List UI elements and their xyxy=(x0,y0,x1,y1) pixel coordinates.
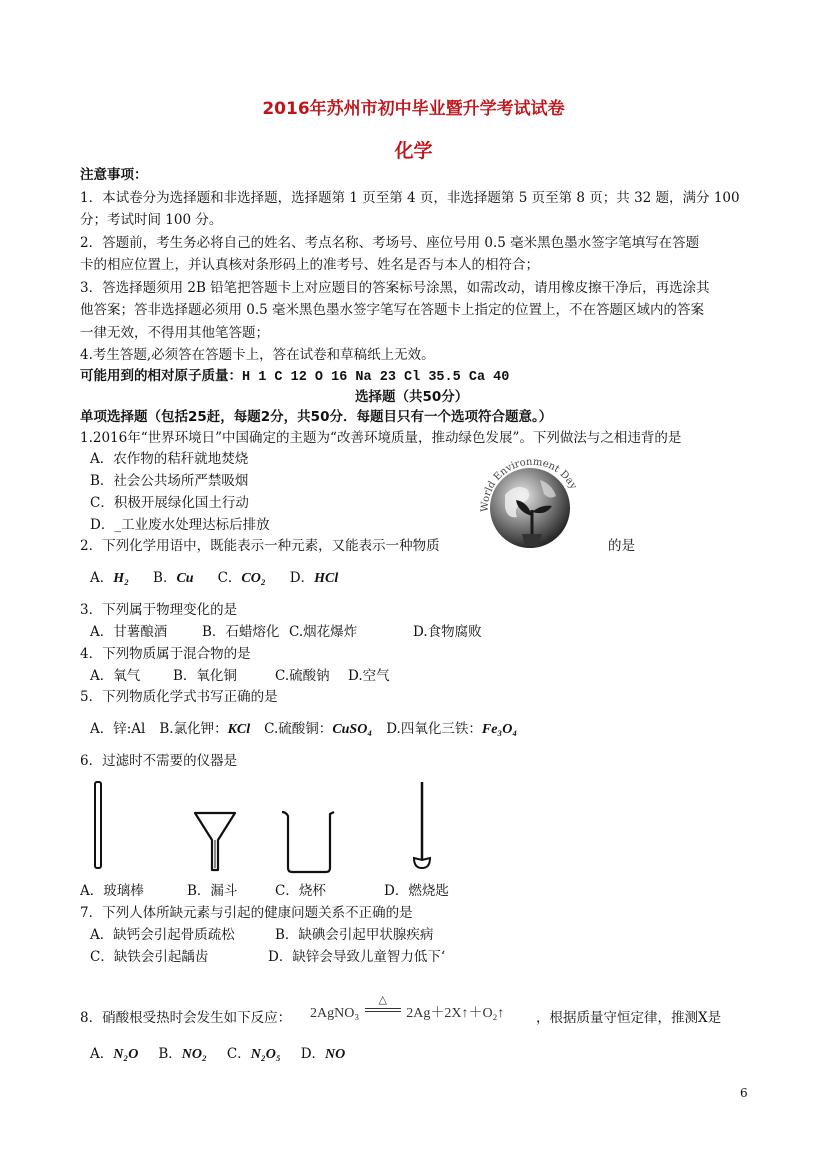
q8-equation xyxy=(310,994,505,1021)
q5-option-b-label: B.氯化钾： xyxy=(159,721,228,737)
q5-option-d-label: D.四氧化三铁： xyxy=(386,721,482,737)
q4-option-d: D.空气 xyxy=(348,668,390,684)
q8-stem-left: 8．硝酸根受热时会发生如下反应： xyxy=(80,1010,292,1026)
section-instruction: 单项选择题（包括25赶，每题2分，共50分．每题目只有一个选项符合题意。） xyxy=(80,409,553,425)
q7-option-b: B．缺碘会引起甲状腺疾病 xyxy=(275,927,434,943)
q8-option-d-label: D． xyxy=(300,1046,326,1062)
q1-option-b: B．社会公共场所严禁吸烟 xyxy=(90,473,249,489)
world-environment-day-logo-icon xyxy=(460,450,600,550)
q4-option-a: A．氧气 xyxy=(90,668,141,684)
q5-option-c-label: C.硫酸铜： xyxy=(264,721,333,737)
q4-option-c: C.硫酸钠 xyxy=(275,668,330,684)
notice-line: 1．本试卷分为选择题和非选择题，选择题第 1 页至第 4 页，非选择题第 5 页至第 8 页；共 32 题，满分 100 xyxy=(80,190,740,206)
notice-line: 卡的相应位置上，并认真核对条形码上的准考号、姓名是否与本人的相符合； xyxy=(80,257,539,273)
q8-option-c: N₂O₅ xyxy=(250,1047,281,1062)
q6-stem: 6．过滤时不需要的仪器是 xyxy=(80,753,238,769)
q2-option-b-label: B． xyxy=(153,570,177,586)
q2-option-b: Cu xyxy=(176,571,194,586)
q6-option-a: A．玻璃棒 xyxy=(80,883,144,899)
q8-option-b-label: B． xyxy=(158,1046,182,1062)
q3-option-c: C.烟花爆炸 xyxy=(289,624,358,640)
notice-line: 3．答选择题须用 2B 铅笔把答题卡上对应题目的答案标号涂黑，如需改动，请用橡皮擦干净后，再选涂其 xyxy=(80,280,710,296)
q7-option-c: C．缺铁会引起龋齿 xyxy=(90,949,209,965)
funnel-icon xyxy=(192,810,238,872)
q8-option-a-label: A． xyxy=(90,1046,114,1062)
notice-line: 分；考试时间 100 分。 xyxy=(80,212,223,228)
q2-option-a-label: A． xyxy=(90,570,114,586)
q2-option-c: CO₂ xyxy=(241,571,266,586)
notice-line: 4.考生答题,必须答在答题卡上，答在试卷和草稿纸上无效。 xyxy=(80,347,435,363)
q8-equation-left: 2AgNO₃ xyxy=(310,1006,360,1021)
q3-option-a: A．甘薯酿酒 xyxy=(90,624,168,640)
equals-sign-icon xyxy=(365,1008,401,1012)
q5-options xyxy=(90,718,517,741)
q8-option-a: N₂O xyxy=(113,1047,139,1062)
page-number: 6 xyxy=(740,1086,748,1100)
q5-option-c: CuSO₄ xyxy=(332,722,373,737)
q1-stem: 1.2016年“世界环境日”中国确定的主题为“改善环境质量，推动绿色发展”。下列做法与之相违背的是 xyxy=(80,430,682,446)
q5-stem: 5．下列物质化学式书写正确的是 xyxy=(80,689,278,705)
exam-title: 2016年苏州市初中毕业暨升学考试试卷 xyxy=(262,99,565,119)
q7-option-d: D．缺锌会导致儿童智力低下‘ xyxy=(268,949,446,965)
q8-stem-right: ，根据质量守恒定律，推测X是 xyxy=(536,1010,722,1026)
q2-option-a: H₂ xyxy=(113,571,130,586)
atomic-mass-label: 可能用到的相对原子质量： xyxy=(80,368,242,384)
q5-option-a: A．锌:Al xyxy=(90,721,146,737)
q2-stem-right: 的是 xyxy=(608,538,635,554)
q6-option-c: C．烧杯 xyxy=(275,883,326,899)
q3-option-b: B．石蜡熔化 xyxy=(202,624,280,640)
notice-line: 一律无效，不得用其他笔答题； xyxy=(80,325,269,341)
glass-rod-icon xyxy=(90,780,106,870)
q5-option-b: KCl xyxy=(227,722,251,737)
q4-stem: 4．下列物质属于混合物的是 xyxy=(80,646,251,662)
section-title: 选择题（共50分） xyxy=(355,389,469,405)
q8-option-b: NO₂ xyxy=(181,1047,207,1062)
q2-option-c-label: C． xyxy=(217,570,242,586)
subject-title: 化学 xyxy=(394,140,433,162)
q8-options xyxy=(90,1043,345,1066)
q5-option-d: Fe₃O₄ xyxy=(481,722,518,737)
q3-stem: 3．下列属于物理变化的是 xyxy=(80,602,238,618)
logo-text: World Environment Day xyxy=(479,456,579,513)
q8-equation-right: 2Ag＋2X↑＋O₂↑ xyxy=(406,1006,505,1021)
q1-option-c: C．积极开展绿化国土行动 xyxy=(90,495,249,511)
q2-option-d: HCl xyxy=(314,571,339,586)
notice-heading: 注意事项： xyxy=(80,167,148,183)
q2-option-d-label: D． xyxy=(289,570,315,586)
q7-stem: 7．下列人体所缺元素与引起的健康问题关系不正确的是 xyxy=(80,905,413,921)
q6-option-b: B．漏斗 xyxy=(187,883,238,899)
q7-option-a: A．缺钙会引起骨质疏松 xyxy=(90,927,235,943)
q1-option-a: A．农作物的秸秆就地焚烧 xyxy=(90,451,249,467)
q3-option-d: D.食物腐败 xyxy=(413,624,482,640)
q4-option-b: B．氧化铜 xyxy=(173,668,237,684)
notice-line: 他答案；答非选择题必须用 0.5 毫米黑色墨水签字笔写在答题卡上指定的位置上，不在答题区域内的答案 xyxy=(80,302,705,318)
beaker-icon xyxy=(280,808,338,874)
notice-line: 2．答题前，考生务必将自己的姓名、考点名称、考场号、座位号用 0.5 毫米黑色墨水签字笔填写在答题 xyxy=(80,235,700,251)
q1-option-d: D．_工业废水处理达标后排放 xyxy=(90,517,270,533)
q8-equation-condition: △ xyxy=(378,994,387,1006)
q8-option-d: NO xyxy=(325,1047,346,1062)
combustion-spoon-icon xyxy=(410,780,434,872)
q6-option-d: D．燃烧匙 xyxy=(384,883,449,899)
q2-stem-left: 2．下列化学用语中，既能表示一种元素，又能表示一种物质 xyxy=(80,538,440,554)
q2-options xyxy=(90,567,338,590)
q8-option-c-label: C． xyxy=(226,1046,251,1062)
q8-equation-arrow xyxy=(365,994,401,1012)
atomic-mass-values: H 1 C 12 O 16 Na 23 Cl 35.5 Ca 40 xyxy=(242,370,510,385)
